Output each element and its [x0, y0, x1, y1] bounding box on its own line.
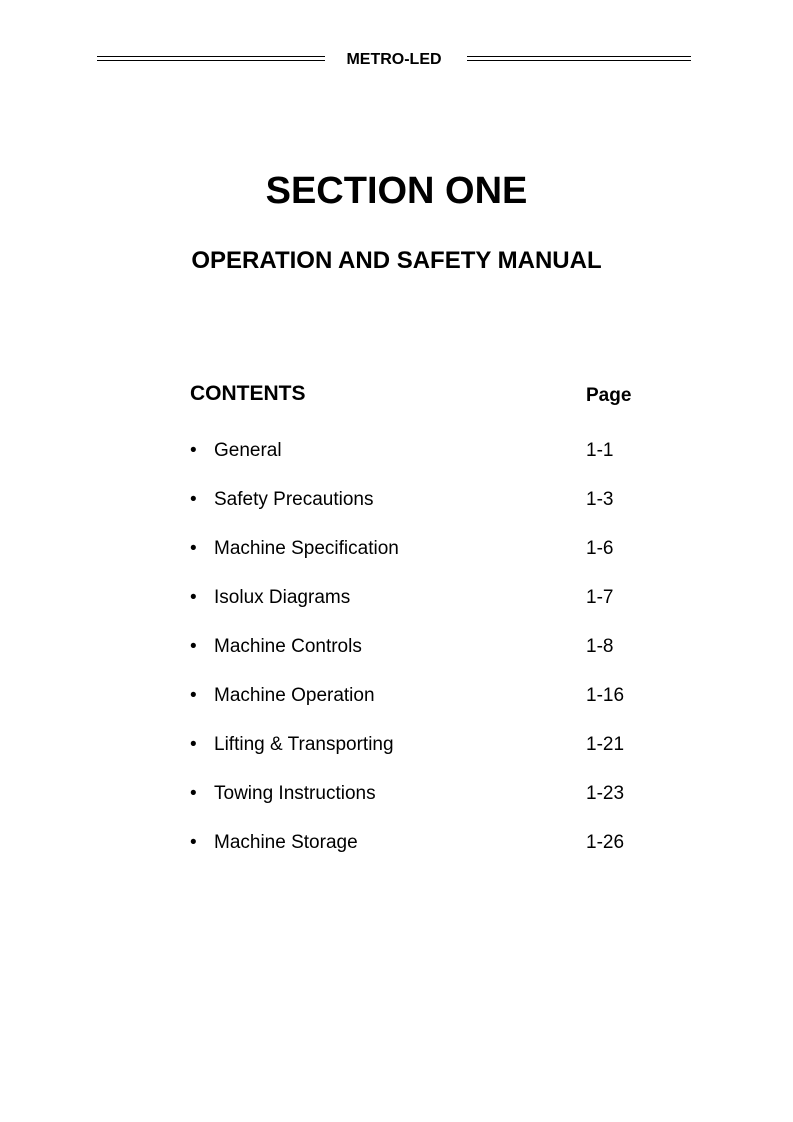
- toc-item-label: Machine Storage: [214, 832, 358, 853]
- bullet-icon: •: [190, 440, 197, 461]
- bullet-icon: •: [190, 489, 197, 510]
- bullet-icon: •: [190, 783, 197, 804]
- header-rule-right: [467, 56, 691, 61]
- header-title: METRO-LED: [346, 51, 442, 68]
- toc-item-label: Machine Controls: [214, 636, 362, 657]
- page-column-heading: Page: [586, 385, 632, 406]
- bullet-icon: •: [190, 832, 197, 853]
- toc-item-page: 1-7: [586, 587, 614, 608]
- toc-item-page: 1-21: [586, 734, 625, 755]
- toc-item-towing-instructions: [190, 781, 650, 830]
- toc-item-label: General: [214, 440, 282, 461]
- toc-item-page: 1-3: [586, 489, 614, 510]
- contents-heading: CONTENTS: [190, 382, 306, 405]
- toc-item-safety-precautions: [190, 487, 650, 536]
- toc-item-page: 1-1: [586, 440, 614, 461]
- section-title: SECTION ONE: [265, 170, 528, 212]
- toc-item-machine-controls: [190, 634, 650, 683]
- bullet-icon: •: [190, 587, 197, 608]
- bullet-icon: •: [190, 636, 197, 657]
- page-header: [97, 50, 691, 70]
- toc-item-page: 1-23: [586, 783, 625, 804]
- toc-item-label: Isolux Diagrams: [214, 587, 351, 608]
- toc-item-page: 1-8: [586, 636, 614, 657]
- toc-item-label: Machine Operation: [214, 685, 375, 706]
- manual-title: OPERATION AND SAFETY MANUAL: [191, 247, 602, 274]
- toc-item-general: [190, 438, 650, 487]
- toc-item-label: Towing Instructions: [214, 783, 376, 804]
- toc-item-label: Lifting & Transporting: [214, 734, 394, 755]
- toc-item-machine-storage: [190, 830, 650, 879]
- toc-item-label: Machine Specification: [214, 538, 399, 559]
- toc-item-page: 1-6: [586, 538, 614, 559]
- toc-item-page: 1-16: [586, 685, 625, 706]
- bullet-icon: •: [190, 538, 197, 559]
- toc-item-label: Safety Precautions: [214, 489, 374, 510]
- toc-item-lifting-transporting: [190, 732, 650, 781]
- bullet-icon: •: [190, 685, 197, 706]
- toc-item-machine-operation: [190, 683, 650, 732]
- toc-item-isolux-diagrams: [190, 585, 650, 634]
- toc-item-page: 1-26: [586, 832, 625, 853]
- table-of-contents: [190, 438, 650, 879]
- toc-item-machine-specification: [190, 536, 650, 585]
- bullet-icon: •: [190, 734, 197, 755]
